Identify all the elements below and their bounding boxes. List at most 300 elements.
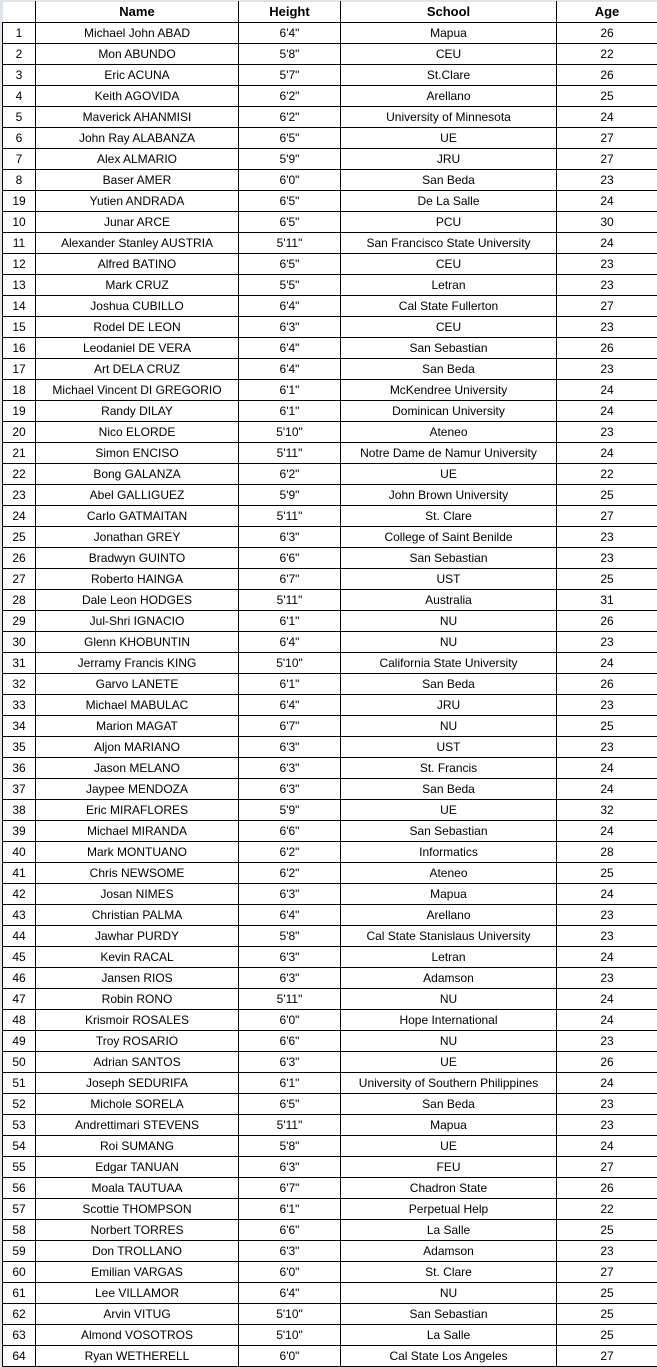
cell-number: 19	[3, 401, 36, 422]
cell-school: Ateneo	[341, 863, 557, 884]
cell-height: 6'4"	[239, 905, 341, 926]
cell-name: Roi SUMANG	[36, 1136, 239, 1157]
table-row	[3, 968, 657, 989]
cell-number: 44	[3, 926, 36, 947]
cell-age: 23	[557, 317, 657, 338]
cell-height: 5'9"	[239, 800, 341, 821]
cell-number: 38	[3, 800, 36, 821]
cell-height: 6'4"	[239, 695, 341, 716]
cell-name: Kevin RACAL	[36, 947, 239, 968]
cell-number: 2	[3, 44, 36, 65]
cell-name: Mark CRUZ	[36, 275, 239, 296]
cell-height: 6'3"	[239, 1241, 341, 1262]
cell-age: 24	[557, 821, 657, 842]
cell-name: Yutien ANDRADA	[36, 191, 239, 212]
cell-number: 60	[3, 1262, 36, 1283]
cell-height: 6'3"	[239, 758, 341, 779]
cell-name: Eric MIRAFLORES	[36, 800, 239, 821]
cell-height: 6'3"	[239, 947, 341, 968]
table-row	[3, 989, 657, 1010]
table-row	[3, 338, 657, 359]
cell-school: San Beda	[341, 779, 557, 800]
cell-school: Mapua	[341, 884, 557, 905]
cell-height: 6'7"	[239, 1178, 341, 1199]
cell-name: Rodel DE LEON	[36, 317, 239, 338]
cell-name: Krismoir ROSALES	[36, 1010, 239, 1031]
cell-age: 24	[557, 1073, 657, 1094]
table-row	[3, 842, 657, 863]
cell-height: 6'1"	[239, 1199, 341, 1220]
cell-school: CEU	[341, 254, 557, 275]
cell-height: 5'11"	[239, 590, 341, 611]
table-row	[3, 149, 657, 170]
cell-name: Chris NEWSOME	[36, 863, 239, 884]
cell-number: 59	[3, 1241, 36, 1262]
cell-height: 6'1"	[239, 401, 341, 422]
cell-age: 25	[557, 1283, 657, 1304]
table-row	[3, 485, 657, 506]
cell-school: St. Francis	[341, 758, 557, 779]
table-row	[3, 737, 657, 758]
cell-number: 13	[3, 275, 36, 296]
cell-name: Roberto HAINGA	[36, 569, 239, 590]
table-row	[3, 653, 657, 674]
cell-number: 26	[3, 548, 36, 569]
cell-age: 24	[557, 989, 657, 1010]
table-row	[3, 170, 657, 191]
cell-number: 18	[3, 380, 36, 401]
cell-name: Arvin VITUG	[36, 1304, 239, 1325]
table-row	[3, 716, 657, 737]
cell-number: 48	[3, 1010, 36, 1031]
cell-height: 5'9"	[239, 149, 341, 170]
cell-school: NU	[341, 611, 557, 632]
roster-table	[2, 1, 657, 1367]
cell-number: 58	[3, 1220, 36, 1241]
cell-number: 52	[3, 1094, 36, 1115]
cell-height: 6'4"	[239, 359, 341, 380]
cell-name: Michole SORELA	[36, 1094, 239, 1115]
cell-height: 5'8"	[239, 926, 341, 947]
table-row	[3, 23, 657, 44]
cell-name: Simon ENCISO	[36, 443, 239, 464]
cell-age: 22	[557, 44, 657, 65]
cell-height: 5'5"	[239, 275, 341, 296]
cell-school: PCU	[341, 212, 557, 233]
table-row	[3, 758, 657, 779]
cell-height: 5'11"	[239, 233, 341, 254]
cell-age: 27	[557, 1157, 657, 1178]
cell-number: 47	[3, 989, 36, 1010]
cell-height: 5'11"	[239, 989, 341, 1010]
cell-age: 28	[557, 842, 657, 863]
cell-name: Robin RONO	[36, 989, 239, 1010]
cell-age: 23	[557, 737, 657, 758]
table-row	[3, 212, 657, 233]
cell-school: Mapua	[341, 23, 557, 44]
cell-number: 50	[3, 1052, 36, 1073]
cell-height: 5'10"	[239, 653, 341, 674]
cell-age: 23	[557, 254, 657, 275]
cell-name: Abel GALLIGUEZ	[36, 485, 239, 506]
cell-number: 55	[3, 1157, 36, 1178]
cell-school: Cal State Los Angeles	[341, 1346, 557, 1367]
cell-school: McKendree University	[341, 380, 557, 401]
cell-age: 26	[557, 23, 657, 44]
cell-age: 22	[557, 1199, 657, 1220]
table-row	[3, 611, 657, 632]
cell-number: 46	[3, 968, 36, 989]
cell-number: 56	[3, 1178, 36, 1199]
cell-school: San Beda	[341, 170, 557, 191]
cell-school: UST	[341, 737, 557, 758]
table-row	[3, 1052, 657, 1073]
cell-age: 24	[557, 653, 657, 674]
cell-height: 6'4"	[239, 632, 341, 653]
cell-name: Lee VILLAMOR	[36, 1283, 239, 1304]
cell-school: CEU	[341, 317, 557, 338]
cell-name: Jason MELANO	[36, 758, 239, 779]
header-height: Height	[239, 2, 341, 23]
cell-age: 26	[557, 65, 657, 86]
table-row	[3, 1157, 657, 1178]
cell-name: Jansen RIOS	[36, 968, 239, 989]
cell-age: 25	[557, 1220, 657, 1241]
cell-number: 20	[3, 422, 36, 443]
table-row	[3, 884, 657, 905]
cell-name: Eric ACUNA	[36, 65, 239, 86]
cell-number: 7	[3, 149, 36, 170]
cell-name: Glenn KHOBUNTIN	[36, 632, 239, 653]
cell-name: Michael John ABAD	[36, 23, 239, 44]
table-row	[3, 821, 657, 842]
cell-number: 49	[3, 1031, 36, 1052]
cell-age: 25	[557, 1325, 657, 1346]
cell-number: 39	[3, 821, 36, 842]
cell-name: Almond VOSOTROS	[36, 1325, 239, 1346]
cell-number: 61	[3, 1283, 36, 1304]
table-row	[3, 1178, 657, 1199]
cell-age: 23	[557, 1241, 657, 1262]
cell-name: Joseph SEDURIFA	[36, 1073, 239, 1094]
table-row	[3, 947, 657, 968]
cell-age: 24	[557, 884, 657, 905]
cell-name: Jonathan GREY	[36, 527, 239, 548]
cell-name: Dale Leon HODGES	[36, 590, 239, 611]
cell-school: Dominican University	[341, 401, 557, 422]
cell-school: Cal State Fullerton	[341, 296, 557, 317]
cell-school: UE	[341, 1052, 557, 1073]
cell-age: 23	[557, 1094, 657, 1115]
cell-school: Chadron State	[341, 1178, 557, 1199]
cell-age: 24	[557, 1136, 657, 1157]
cell-school: UE	[341, 1136, 557, 1157]
cell-school: San Sebastian	[341, 1304, 557, 1325]
cell-name: Christian PALMA	[36, 905, 239, 926]
table-row	[3, 569, 657, 590]
cell-number: 45	[3, 947, 36, 968]
cell-height: 5'8"	[239, 1136, 341, 1157]
cell-age: 30	[557, 212, 657, 233]
cell-school: Arellano	[341, 905, 557, 926]
cell-name: Bong GALANZA	[36, 464, 239, 485]
cell-number: 28	[3, 590, 36, 611]
header-number	[3, 2, 36, 23]
cell-name: Michael MIRANDA	[36, 821, 239, 842]
cell-number: 30	[3, 632, 36, 653]
cell-age: 23	[557, 968, 657, 989]
cell-number: 32	[3, 674, 36, 695]
cell-height: 6'4"	[239, 23, 341, 44]
cell-age: 22	[557, 464, 657, 485]
table-row	[3, 1115, 657, 1136]
cell-age: 23	[557, 632, 657, 653]
cell-age: 23	[557, 422, 657, 443]
cell-school: La Salle	[341, 1220, 557, 1241]
cell-school: La Salle	[341, 1325, 557, 1346]
table-row	[3, 107, 657, 128]
cell-age: 23	[557, 695, 657, 716]
cell-school: San Sebastian	[341, 548, 557, 569]
table-row	[3, 317, 657, 338]
cell-age: 24	[557, 1010, 657, 1031]
cell-school: NU	[341, 632, 557, 653]
cell-name: Don TROLLANO	[36, 1241, 239, 1262]
cell-name: Michael MABULAC	[36, 695, 239, 716]
cell-name: Alex ALMARIO	[36, 149, 239, 170]
cell-school: Adamson	[341, 968, 557, 989]
table-row	[3, 1094, 657, 1115]
cell-height: 6'3"	[239, 968, 341, 989]
cell-name: Carlo GATMAITAN	[36, 506, 239, 527]
cell-age: 25	[557, 485, 657, 506]
cell-age: 27	[557, 128, 657, 149]
cell-number: 29	[3, 611, 36, 632]
cell-name: Mark MONTUANO	[36, 842, 239, 863]
cell-number: 42	[3, 884, 36, 905]
cell-age: 24	[557, 779, 657, 800]
cell-height: 6'6"	[239, 821, 341, 842]
header-row	[3, 2, 657, 23]
cell-height: 6'1"	[239, 611, 341, 632]
table-row	[3, 1031, 657, 1052]
cell-name: Aljon MARIANO	[36, 737, 239, 758]
cell-age: 23	[557, 548, 657, 569]
cell-name: Jul-Shri IGNACIO	[36, 611, 239, 632]
cell-age: 23	[557, 1115, 657, 1136]
cell-name: Jerramy Francis KING	[36, 653, 239, 674]
table-row	[3, 506, 657, 527]
cell-height: 5'9"	[239, 485, 341, 506]
cell-age: 24	[557, 107, 657, 128]
cell-name: Randy DILAY	[36, 401, 239, 422]
cell-number: 64	[3, 1346, 36, 1367]
table-row	[3, 527, 657, 548]
cell-height: 6'3"	[239, 1157, 341, 1178]
cell-height: 6'5"	[239, 191, 341, 212]
cell-number: 51	[3, 1073, 36, 1094]
cell-school: Cal State Stanislaus University	[341, 926, 557, 947]
cell-school: Letran	[341, 947, 557, 968]
cell-number: 27	[3, 569, 36, 590]
cell-height: 6'4"	[239, 1283, 341, 1304]
table-row	[3, 443, 657, 464]
cell-height: 6'3"	[239, 317, 341, 338]
table-row	[3, 1283, 657, 1304]
cell-school: Arellano	[341, 86, 557, 107]
cell-school: NU	[341, 989, 557, 1010]
header-age: Age	[557, 2, 657, 23]
cell-school: UST	[341, 569, 557, 590]
cell-height: 6'3"	[239, 884, 341, 905]
cell-height: 6'2"	[239, 863, 341, 884]
cell-number: 1	[3, 23, 36, 44]
cell-age: 25	[557, 569, 657, 590]
cell-age: 23	[557, 926, 657, 947]
cell-number: 57	[3, 1199, 36, 1220]
table-row	[3, 422, 657, 443]
table-row	[3, 674, 657, 695]
cell-height: 6'4"	[239, 338, 341, 359]
cell-height: 5'10"	[239, 1325, 341, 1346]
cell-school: NU	[341, 1031, 557, 1052]
cell-number: 40	[3, 842, 36, 863]
cell-height: 6'1"	[239, 1073, 341, 1094]
table-row	[3, 863, 657, 884]
table-row	[3, 254, 657, 275]
cell-age: 23	[557, 275, 657, 296]
cell-height: 6'5"	[239, 254, 341, 275]
cell-number: 8	[3, 170, 36, 191]
table-row	[3, 779, 657, 800]
cell-school: John Brown University	[341, 485, 557, 506]
cell-school: UE	[341, 128, 557, 149]
cell-name: Marion MAGAT	[36, 716, 239, 737]
cell-name: Jawhar PURDY	[36, 926, 239, 947]
table-row	[3, 905, 657, 926]
cell-number: 11	[3, 233, 36, 254]
table-row	[3, 44, 657, 65]
cell-school: Hope International	[341, 1010, 557, 1031]
cell-age: 31	[557, 590, 657, 611]
cell-school: University of Southern Philippines	[341, 1073, 557, 1094]
cell-name: Josan NIMES	[36, 884, 239, 905]
cell-number: 19	[3, 191, 36, 212]
cell-name: Emilian VARGAS	[36, 1262, 239, 1283]
cell-number: 10	[3, 212, 36, 233]
cell-age: 24	[557, 380, 657, 401]
cell-school: San Beda	[341, 674, 557, 695]
table-row	[3, 380, 657, 401]
cell-name: Alexander Stanley AUSTRIA	[36, 233, 239, 254]
cell-age: 26	[557, 674, 657, 695]
cell-height: 5'11"	[239, 443, 341, 464]
cell-number: 36	[3, 758, 36, 779]
cell-height: 6'3"	[239, 779, 341, 800]
table-row	[3, 695, 657, 716]
cell-school: UE	[341, 464, 557, 485]
cell-number: 3	[3, 65, 36, 86]
cell-number: 31	[3, 653, 36, 674]
cell-age: 25	[557, 1304, 657, 1325]
cell-height: 6'6"	[239, 1031, 341, 1052]
cell-height: 6'5"	[239, 128, 341, 149]
cell-age: 24	[557, 443, 657, 464]
cell-name: Nico ELORDE	[36, 422, 239, 443]
cell-name: Junar ARCE	[36, 212, 239, 233]
cell-school: Notre Dame de Namur University	[341, 443, 557, 464]
table-row	[3, 1199, 657, 1220]
cell-height: 5'8"	[239, 44, 341, 65]
cell-number: 62	[3, 1304, 36, 1325]
cell-school: San Francisco State University	[341, 233, 557, 254]
cell-school: St. Clare	[341, 506, 557, 527]
cell-height: 6'0"	[239, 170, 341, 191]
cell-height: 6'7"	[239, 569, 341, 590]
cell-height: 6'2"	[239, 464, 341, 485]
cell-name: Jaypee MENDOZA	[36, 779, 239, 800]
cell-school: Ateneo	[341, 422, 557, 443]
cell-height: 6'5"	[239, 1094, 341, 1115]
cell-name: Andrettimari STEVENS	[36, 1115, 239, 1136]
cell-height: 6'3"	[239, 1052, 341, 1073]
cell-age: 26	[557, 338, 657, 359]
cell-name: Adrian SANTOS	[36, 1052, 239, 1073]
cell-number: 25	[3, 527, 36, 548]
table-row	[3, 1073, 657, 1094]
cell-name: Maverick AHANMISI	[36, 107, 239, 128]
cell-number: 53	[3, 1115, 36, 1136]
cell-school: Letran	[341, 275, 557, 296]
cell-name: Garvo LANETE	[36, 674, 239, 695]
cell-age: 32	[557, 800, 657, 821]
table-row	[3, 128, 657, 149]
cell-age: 24	[557, 401, 657, 422]
table-row	[3, 233, 657, 254]
cell-name: Keith AGOVIDA	[36, 86, 239, 107]
cell-school: Adamson	[341, 1241, 557, 1262]
table-row	[3, 926, 657, 947]
cell-height: 6'6"	[239, 1220, 341, 1241]
cell-name: Michael Vincent DI GREGORIO	[36, 380, 239, 401]
cell-age: 23	[557, 170, 657, 191]
cell-age: 27	[557, 1346, 657, 1367]
table-row	[3, 1220, 657, 1241]
table-row	[3, 191, 657, 212]
cell-height: 6'0"	[239, 1262, 341, 1283]
cell-number: 16	[3, 338, 36, 359]
cell-age: 27	[557, 506, 657, 527]
cell-height: 5'10"	[239, 1304, 341, 1325]
cell-name: Baser AMER	[36, 170, 239, 191]
cell-number: 14	[3, 296, 36, 317]
cell-school: JRU	[341, 695, 557, 716]
cell-height: 6'3"	[239, 737, 341, 758]
cell-height: 6'0"	[239, 1010, 341, 1031]
cell-age: 23	[557, 905, 657, 926]
cell-number: 37	[3, 779, 36, 800]
cell-age: 23	[557, 359, 657, 380]
cell-name: Bradwyn GUINTO	[36, 548, 239, 569]
cell-height: 5'11"	[239, 506, 341, 527]
cell-age: 27	[557, 296, 657, 317]
table-row	[3, 275, 657, 296]
cell-school: San Beda	[341, 359, 557, 380]
cell-height: 6'2"	[239, 107, 341, 128]
cell-name: Ryan WETHERELL	[36, 1346, 239, 1367]
cell-name: Scottie THOMPSON	[36, 1199, 239, 1220]
cell-number: 33	[3, 695, 36, 716]
